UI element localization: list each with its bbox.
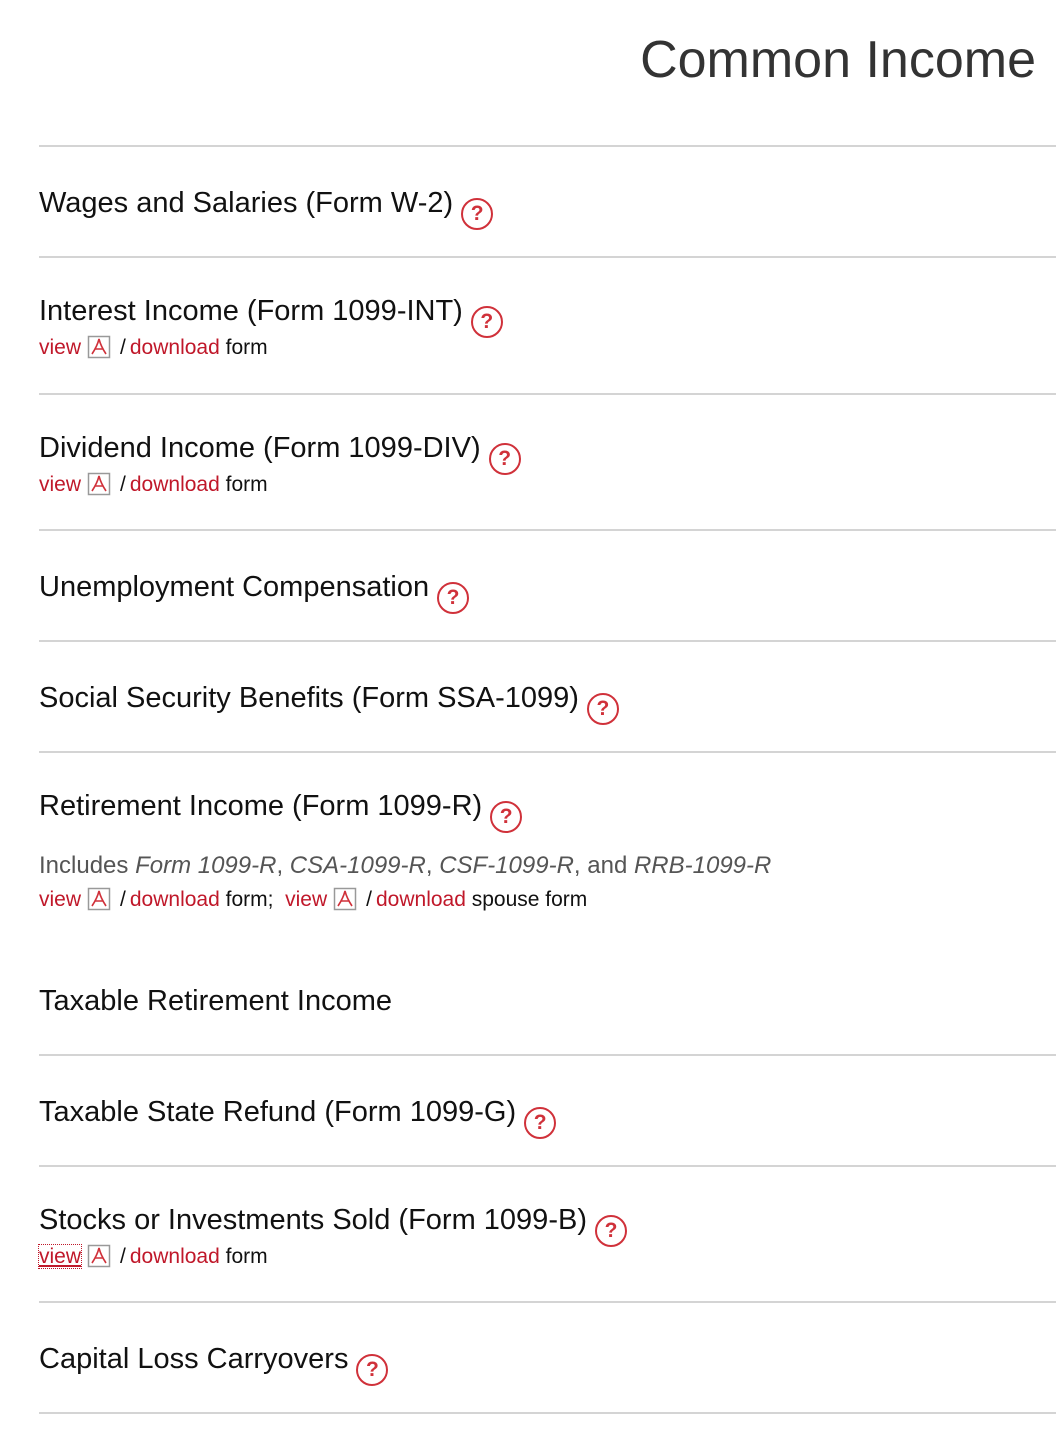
link-separator: / [120, 473, 126, 496]
income-item-unemployment [39, 570, 469, 614]
question-circle-icon[interactable]: ? [489, 443, 521, 475]
income-item-stocks [39, 1203, 627, 1247]
question-circle-icon[interactable]: ? [490, 801, 522, 833]
pdf-file-icon[interactable] [87, 887, 111, 911]
form-links [39, 335, 268, 361]
note-form: CSF-1099-R [439, 852, 574, 879]
income-item-state-refund [39, 1095, 556, 1139]
note-form: Form 1099-R [135, 852, 277, 879]
view-form-link[interactable]: view [39, 336, 82, 359]
item-title: Social Security Benefits (Form SSA-1099) [39, 682, 579, 714]
item-title: Interest Income (Form 1099-INT) [39, 295, 463, 327]
download-form-link[interactable]: download [129, 473, 220, 496]
divider [39, 640, 1056, 642]
spouse-form-text: spouse form [471, 888, 588, 911]
form-text: form; [225, 888, 274, 911]
item-title: Wages and Salaries (Form W-2) [39, 187, 454, 219]
form-text: form [225, 1245, 268, 1268]
income-item-interest [39, 294, 503, 338]
question-circle-icon[interactable]: ? [587, 693, 619, 725]
form-links [39, 887, 587, 913]
retirement-note [39, 851, 771, 881]
link-separator: / [120, 1245, 126, 1268]
note-form: CSA-1099-R [289, 852, 426, 879]
link-separator: / [366, 888, 372, 911]
divider [39, 1165, 1056, 1167]
question-circle-icon[interactable]: ? [595, 1215, 627, 1247]
note-text: Includes [39, 852, 136, 879]
income-item-wages [39, 186, 493, 230]
item-title: Stocks or Investments Sold (Form 1099-B) [39, 1204, 587, 1236]
divider [39, 1301, 1056, 1303]
download-form-link[interactable]: download [129, 1245, 220, 1268]
income-item-retirement [39, 789, 522, 833]
download-form-link[interactable]: download [129, 336, 220, 359]
item-title: Taxable Retirement Income [39, 985, 392, 1017]
download-form-link[interactable]: download [129, 888, 220, 911]
note-text: , [425, 852, 440, 879]
income-item-taxable-retirement [39, 984, 392, 1018]
view-form-link[interactable]: view [39, 1245, 82, 1268]
note-text: , and [573, 852, 634, 879]
divider [39, 1412, 1056, 1414]
item-title: Capital Loss Carryovers [39, 1343, 349, 1375]
page-title: Common Income [640, 31, 1036, 89]
question-circle-icon[interactable]: ? [437, 582, 469, 614]
view-spouse-form-link[interactable]: view [285, 888, 328, 911]
pdf-file-icon[interactable] [87, 472, 111, 496]
income-item-dividend [39, 431, 521, 475]
divider [39, 145, 1056, 147]
pdf-file-icon[interactable] [87, 335, 111, 359]
question-circle-icon[interactable]: ? [524, 1107, 556, 1139]
note-form: RRB-1099-R [633, 852, 772, 879]
divider [39, 393, 1056, 395]
divider [39, 529, 1056, 531]
pdf-file-icon[interactable] [333, 887, 357, 911]
income-item-social-security [39, 681, 619, 725]
question-circle-icon[interactable]: ? [461, 198, 493, 230]
form-links [39, 1244, 268, 1270]
download-spouse-form-link[interactable]: download [375, 888, 466, 911]
link-separator: / [120, 888, 126, 911]
divider [39, 1054, 1056, 1056]
question-circle-icon[interactable]: ? [471, 306, 503, 338]
divider [39, 751, 1056, 753]
question-circle-icon[interactable]: ? [356, 1354, 388, 1386]
income-item-capital-loss [39, 1342, 388, 1386]
item-title: Retirement Income (Form 1099-R) [39, 790, 483, 822]
form-text: form [225, 336, 268, 359]
form-text: form [225, 473, 268, 496]
link-separator: / [120, 336, 126, 359]
item-title: Unemployment Compensation [39, 571, 430, 603]
pdf-file-icon[interactable] [87, 1244, 111, 1268]
view-form-link[interactable]: view [39, 888, 82, 911]
view-form-link[interactable]: view [39, 473, 82, 496]
divider [39, 256, 1056, 258]
item-title: Dividend Income (Form 1099-DIV) [39, 432, 481, 464]
note-text: , [276, 852, 290, 879]
form-links [39, 472, 268, 498]
item-title: Taxable State Refund (Form 1099-G) [39, 1096, 517, 1128]
